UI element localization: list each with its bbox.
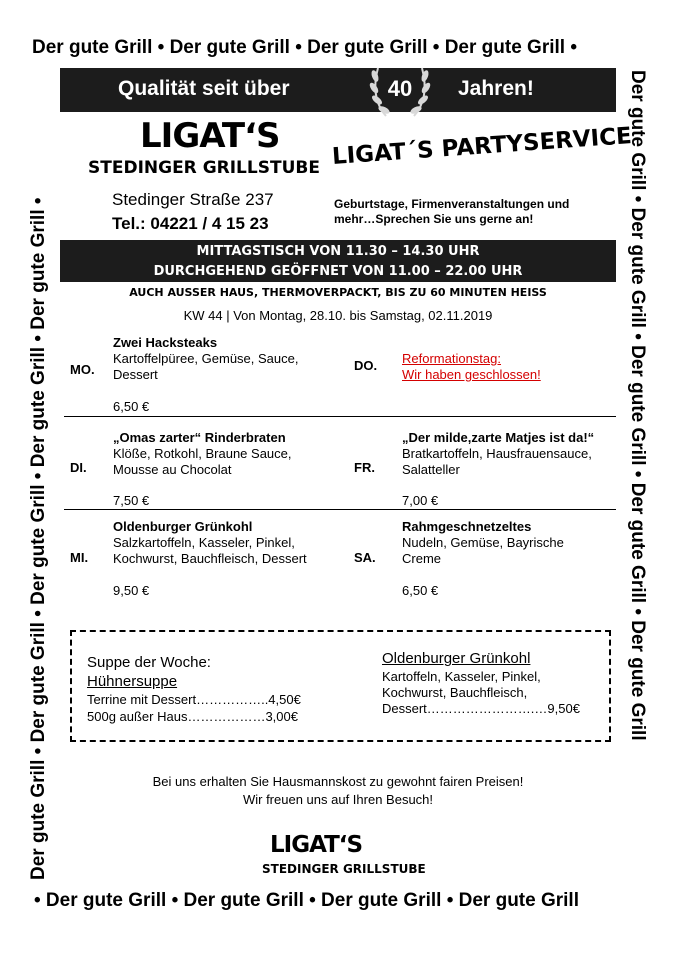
dish-mi xyxy=(113,519,338,567)
partyservice-title: LIGAT´S PARTYSERVICE xyxy=(331,123,633,170)
closed-notice: Wir haben geschlossen! xyxy=(402,367,541,382)
dish-name: „Der milde,zarte Matjes ist da!“ xyxy=(402,430,595,445)
special-price-line: Dessert…………………….…9,50€ xyxy=(382,701,580,716)
takeaway-note: AUCH AUSSER HAUS, THERMOVERPACKT, BIS ZU 60 MINUTEN HEISS xyxy=(129,286,547,299)
dish-name: „Omas zarter“ Rinderbraten xyxy=(113,430,286,445)
dish-name: Zwei Hacksteaks xyxy=(113,335,218,350)
day-label-fr: FR. xyxy=(354,460,375,475)
row-divider xyxy=(64,416,616,417)
day-label-do: DO. xyxy=(354,358,378,373)
row-divider xyxy=(64,509,616,510)
footer-line-2: Wir freuen uns auf Ihren Besuch! xyxy=(242,792,434,807)
day-label-di: DI. xyxy=(70,460,87,475)
footer-text xyxy=(60,773,616,809)
dish-di xyxy=(113,430,338,478)
lunch-hours: MITTAGSTISCH VON 11.30 – 14.30 UHR xyxy=(196,244,480,259)
dish-description: Nudeln, Gemüse, Bayrische Creme xyxy=(402,535,564,566)
banner-number: 40 xyxy=(387,76,413,101)
special-line: Kochwurst, Bauchfleisch, xyxy=(382,685,528,700)
banner-left-text: Qualität seit über xyxy=(118,77,290,100)
dish-name: Rahmgeschnetzeltes xyxy=(402,519,532,534)
day-label-mi: MI. xyxy=(70,550,89,565)
quality-banner xyxy=(60,68,616,112)
footer-line-1: Bei uns erhalten Sie Hausmannskost zu gewohnt fairen Preisen! xyxy=(152,774,524,789)
dish-mo xyxy=(113,335,338,383)
dish-do xyxy=(402,351,627,383)
banner-right-text: Jahren! xyxy=(458,77,534,100)
price-fr: 7,00 € xyxy=(402,493,439,508)
dish-description: Kartoffelpüree, Gemüse, Sauce, Dessert xyxy=(113,351,299,382)
special-dish xyxy=(382,649,602,717)
phone-number: Tel.: 04221 / 4 15 23 xyxy=(112,214,269,233)
soup-terrine-price: Terrine mit Dessert……………..4,50€ xyxy=(87,692,301,707)
soup-name: Hühnersuppe xyxy=(87,673,178,690)
open-hours: DURCHGEHEND GEÖFFNET VON 11.00 – 22.00 UHR xyxy=(153,264,523,279)
footer-logo-name: LIGAT‘S xyxy=(270,832,363,858)
address-street: Stedinger Straße 237 xyxy=(112,190,274,209)
footer-logo-subtitle: STEDINGER GRILLSTUBE xyxy=(262,862,426,876)
laurel-wreath-icon xyxy=(366,58,434,122)
dish-description: Bratkartoffeln, Hausfrauensauce, Salatteller xyxy=(402,446,592,477)
border-top-text: Der gute Grill • Der gute Grill • Der gute Grill • Der gute Grill • xyxy=(32,37,577,58)
soup-takeaway-price: 500g außer Haus………………3,00€ xyxy=(87,709,298,724)
holiday-notice: Reformationstag: xyxy=(402,351,501,366)
day-label-mo: MO. xyxy=(70,362,95,377)
logo-subtitle: STEDINGER GRILLSTUBE xyxy=(88,158,320,178)
partyservice-text: Geburtstage, Firmenveranstaltungen und mehr…Sprechen Sie uns gerne an! xyxy=(334,197,570,226)
logo-name: LIGAT‘S xyxy=(140,116,280,156)
price-di: 7,50 € xyxy=(113,493,150,508)
day-label-sa: SA. xyxy=(354,550,376,565)
dish-fr xyxy=(402,430,614,478)
price-mi: 9,50 € xyxy=(113,583,150,598)
special-title: Oldenburger Grünkohl xyxy=(382,650,531,667)
dish-name: Oldenburger Grünkohl xyxy=(113,519,253,534)
border-bottom-text: • Der gute Grill • Der gute Grill • Der gute Grill • Der gute Grill xyxy=(34,890,579,911)
dish-sa xyxy=(402,519,602,567)
price-mo: 6,50 € xyxy=(113,399,150,414)
special-line: Kartoffeln, Kasseler, Pinkel, xyxy=(382,669,541,684)
border-left-text: Der gute Grill • Der gute Grill • Der gute Grill • Der gute Grill • Der gute Grill • xyxy=(28,197,49,880)
border-right-text: Der gute Grill • Der gute Grill • Der gute Grill • Der gute Grill • Der gute Grill xyxy=(627,70,648,741)
price-sa: 6,50 € xyxy=(402,583,439,598)
soup-label: Suppe der Woche: xyxy=(87,654,211,671)
dish-description: Salzkartoffeln, Kasseler, Pinkel, Kochwurst, Bauchfleisch, Dessert xyxy=(113,535,307,566)
week-range: KW 44 | Von Montag, 28.10. bis Samstag, 02.11.2019 xyxy=(183,308,493,323)
opening-hours-banner xyxy=(60,240,616,282)
dish-description: Klöße, Rotkohl, Braune Sauce, Mousse au Chocolat xyxy=(113,446,292,477)
soup-of-week xyxy=(87,653,327,725)
